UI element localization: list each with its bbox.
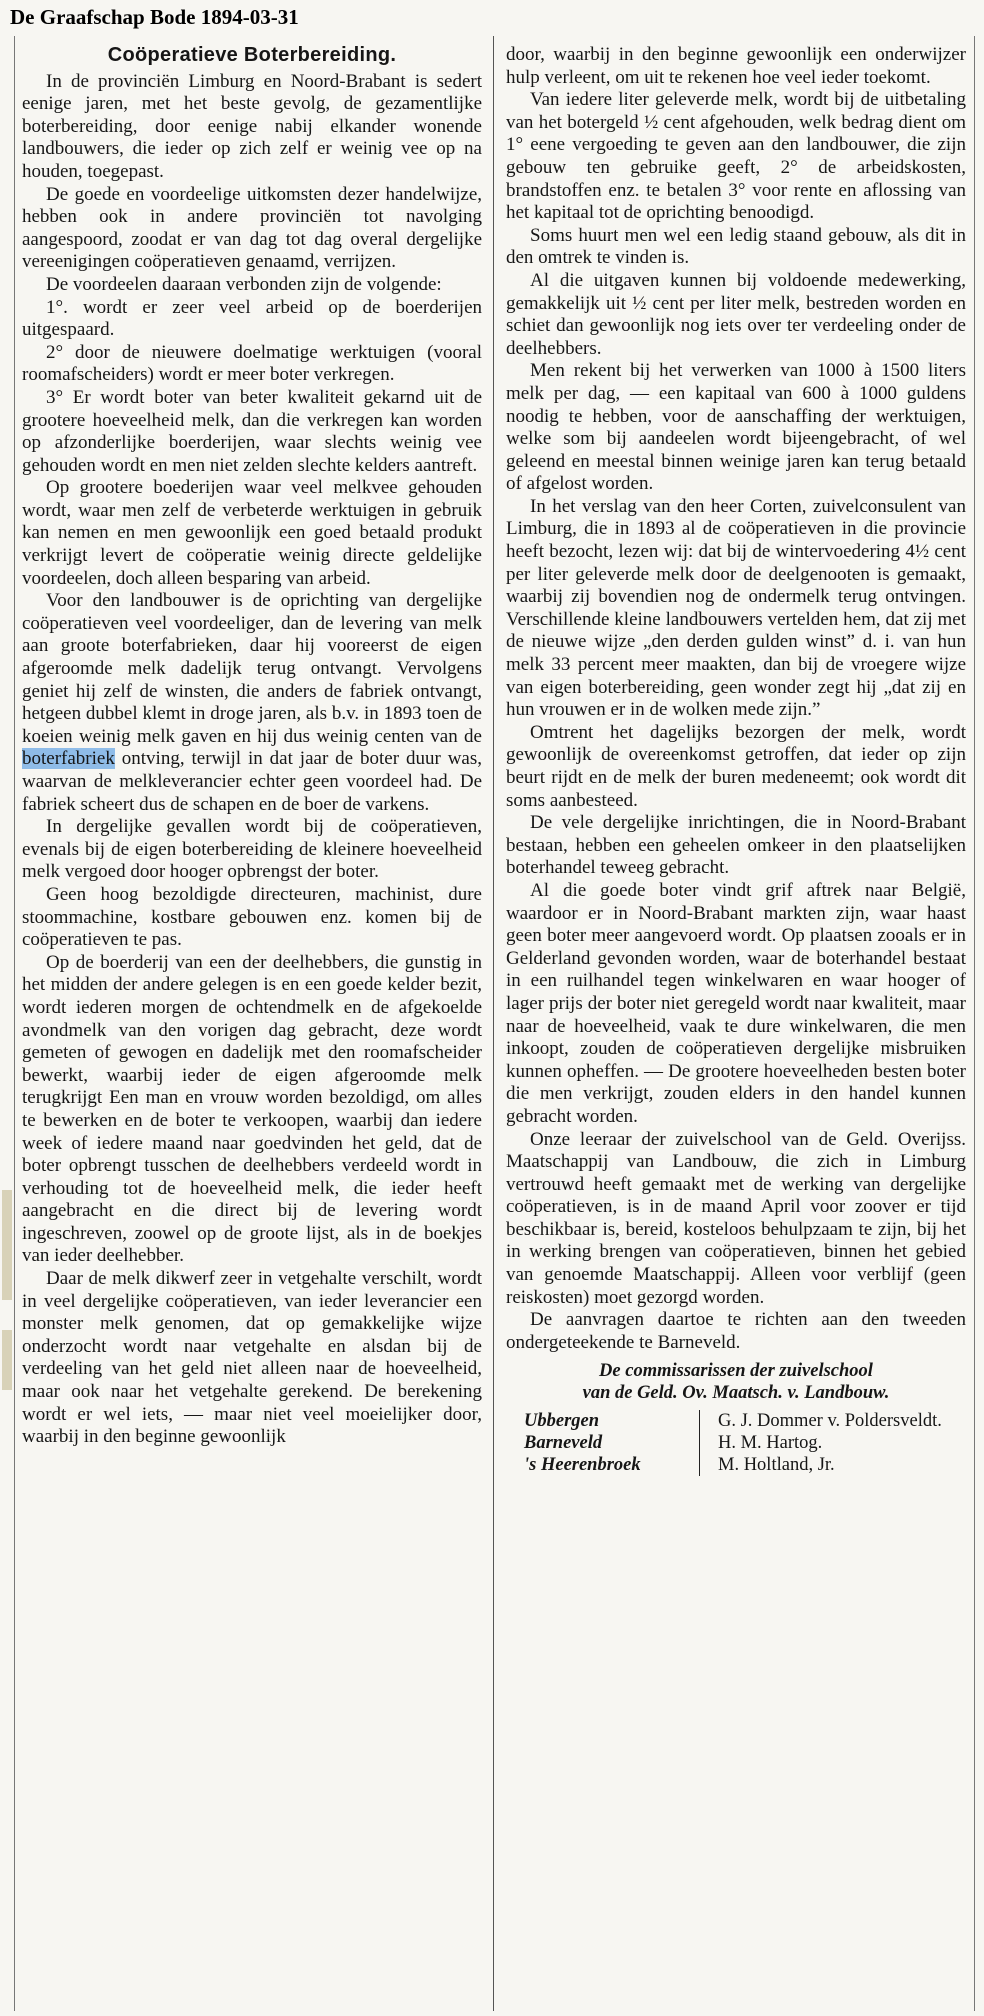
- brace-rule: [700, 1410, 715, 1476]
- left-border-rule: [14, 36, 15, 2011]
- paragraph: door, waarbij in den beginne gewoonlijk een onderwijzer hulp verleent, om uit te rekenen hoe veel ieder toekomt.: [506, 44, 966, 88]
- right-border-rule: [974, 36, 975, 2011]
- signer-place: Barneveld: [524, 1433, 603, 1454]
- article-column-left: [22, 44, 482, 1449]
- article-column-right: [506, 44, 966, 1476]
- signers-table: [506, 1410, 966, 1476]
- paragraph: Daar de melk dikwerf zeer in vetgehalte verschilt, wordt in veel dergelijke coöperatieven, van ieder leverancier een monster melk genomen, dat op gemakkelijke wijze onderzocht wordt naar vetgehalte en alsdan bij de verdeeling van het geld niet alleen naar de hoeveelheid, maar ook naar het vetgehalte gerekend. De berekening wordt er wel iets, — maar niet veel moeielijker door, waarbij in den beginne gewoonlijk: [22, 1268, 482, 1448]
- signer-row: [506, 1432, 966, 1454]
- scan-edge-mark: [2, 1190, 12, 1300]
- paragraph: Geen hoog bezoldigde directeuren, machinist, dure stoommachine, kostbare gebouwen enz. komen bij de coöperatieven te pas.: [22, 883, 482, 951]
- paragraph: De vele dergelijke inrichtingen, die in Noord-Brabant bestaan, hebben een geheelen omkeer in den plaatselijken boterhandel teweeg gebracht.: [506, 812, 966, 879]
- paragraph: In de provinciën Limburg en Noord-Brabant is sedert eenige jaren, met het beste gevolg, de gezamentlijke boterbereiding, door eenige nabij elkander wonende landbouwers, die ieder op zich zelf er weinig vee op na houden, toegepast.: [22, 70, 482, 182]
- paragraph: Van iedere liter geleverde melk, wordt bij de uitbetaling van het botergeld ½ cent afgehouden, welk bedrag dient om 1° eene vergoeding te geven aan den landbouwer, die zijn gebouw ten gebruike geeft, 2° de arbeidskosten, brandstoffen enz. te betalen 3° voor rente en aflossing van het kapitaal tot de oprichting benoodigd.: [506, 89, 966, 224]
- signature-block: [506, 1360, 966, 1404]
- signer-name: M. Holtland, Jr.: [718, 1455, 835, 1476]
- article-title: Coöperatieve Boterbereiding.: [107, 44, 397, 66]
- paragraph-text: ontving, terwijl in dat jaar de boter duur was, waarvan de melkleverancier echter geen voordeel had. De fabriek scheert dus de schapen en de boer de varkens.: [22, 748, 483, 815]
- paragraph: 1°. wordt er zeer veel arbeid op de boerderijen uitgespaard.: [22, 296, 482, 341]
- signer-row: [506, 1454, 966, 1476]
- paragraph: In het verslag van den heer Corten, zuivelconsulent van Limburg, die in 1893 al de coöperatieven in die provincie heeft bezocht, lezen wij: dat bij de wintervoedering 4½ cent per liter geleverde melk door de deelgenooten is gemaakt, waarbij zij bovendien nog de ondermelk terug ontvingen. Verschillende kleine landbouwers vertelden hem, dat zij met de nieuwe wijze „den derden gulden winst” d. i. van hun melk 33 percent meer maakten, dan bij de vroegere wijze van eigen boterbereiding, geen wonder zegt hij „dat zij en hun vrouwen er in de wolken mede zijn.”: [506, 495, 966, 721]
- scan-edge-mark: [2, 1330, 12, 1390]
- paragraph: De goede en voordeelige uitkomsten dezer handelwijze, hebben ook in andere provinciën tot navolging aangespoord, zoodat er van dag tot dag overal dergelijke vereenigingen coöperatieven genaamd, verrijzen.: [22, 183, 482, 273]
- signature-line: van de Geld. Ov. Maatsch. v. Landbouw.: [582, 1383, 890, 1404]
- paragraph: De voordeelen daaraan verbonden zijn de volgende:: [46, 273, 442, 295]
- paragraph: De aanvragen daartoe te richten aan den tweeden ondergeteekende te Barneveld.: [506, 1309, 966, 1353]
- signer-place: 's Heerenbroek: [524, 1455, 641, 1476]
- signer-place: Ubbergen: [524, 1411, 600, 1432]
- paragraph-text: Voor den landbouwer is de oprichting van dergelijke coöperatieven veel voordeeliger, dan de levering van melk aan groote boterfabrieken, daar hij vooreerst de eigen afgeroomde melk dadelijk terug ontvangt. Vervolgens geniet hij zelf de winsten, die anders de fabriek ontvangt, hetgeen dubbel klemt in droge jaren, als b.v. in 1893 toen de koeien weinig melk gaven en hij dus weinig centen van de: [22, 590, 482, 747]
- paragraph: Op grootere boederijen waar veel melkvee gehouden wordt, waar men zelf de verbeterde werktuigen in gebruik kan nemen en men gewoonlijk een goed betaald produkt verkrijgt levert de coöperatie weinig directe geldelijke voordeelen, doch alleen besparing van arbeid.: [22, 477, 482, 589]
- paragraph: Soms huurt men wel een ledig staand gebouw, als dit in den omtrek te vinden is.: [506, 224, 966, 269]
- signer-name: H. M. Hartog.: [718, 1433, 823, 1454]
- newspaper-masthead: De Graafschap Bode 1894-03-31: [10, 5, 299, 29]
- signer-row: [506, 1410, 966, 1432]
- paragraph: Omtrent het dagelijks bezorgen der melk, wordt gewoonlijk de overeenkomst getroffen, dat ieder op zijn beurt rijdt en de melk der buren medeneemt; ook wordt dit soms aanbesteed.: [506, 721, 966, 811]
- paragraph: Men rekent bij het verwerken van 1000 à 1500 liters melk per dag, — een kapitaal van 600 à 1000 guldens noodig te hebben, voor de aanschaffing der werktuigen, welke som bij aandeelen wordt bijeengebracht, of wel geleend en meestal binnen weinige jaren kan terug betaald of afgelost worden.: [506, 360, 966, 495]
- paragraph: Al die uitgaven kunnen bij voldoende medewerking, gemakkelijk uit ½ cent per liter melk, bestreden worden en schiet dan gewoonlijk nog iets over ter verdeeling onder de deelhebbers.: [506, 269, 966, 359]
- highlighted-search-term: boterfabriek: [22, 748, 115, 770]
- signature-line: De commissarissen der zuivelschool: [599, 1361, 873, 1382]
- paragraph: Op de boerderij van een der deelhebbers, die gunstig in het midden der andere gelegen is en een goede kelder bezit, wordt iederen morgen de ochtendmelk en de afgekoelde avondmelk van den vorigen dag gebracht, deze wordt gemeten of gewogen en dadelijk met den roomafscheider bewerkt, waarbij ieder de eigen afgeroomde melk terugkrijgt Een man en vrouw worden bezoldigd, om alles te bewerken en de boter te verkoopen, waarbij dan iedere week of iedere maand naar goedvinden het geld, dat de boter opbrengt tusschen de deelhebbers verdeeld wordt in verhouding tot de hoeveelheid melk, die ieder heeft aangebracht en die direct bij de levering wordt ingeschreven, zoowel op de groote lijst, als in de boekjes van ieder deelhebber.: [22, 951, 482, 1267]
- signer-name: G. J. Dommer v. Poldersveldt.: [718, 1411, 942, 1432]
- paragraph: In dergelijke gevallen wordt bij de coöperatieven, evenals bij de eigen boterbereiding de kleinere hoeveelheid melk vergoed door hooger opbrengst der boter.: [22, 816, 482, 883]
- paragraph-with-highlight: [22, 590, 482, 816]
- paragraph: Al die goede boter vindt grif aftrek naar België, waardoor er in Noord-Brabant markten zijn, waar haast geen boter meer aangevoerd wordt. Op plaatsen zooals er in Gelderland gevonden worden, waar de boterhandel bestaat in een ruilhandel tegen winkelwaren en waar hooger of lager prijs der boter niet geregeld wordt naar kwaliteit, maar naar de hoeveelheid, vaak te dure winkelwaren, die men inkoopt, zouden de coöperatieven dergelijke misbruiken kunnen opheffen. — De grootere hoeveelheden besten boter die men verkrijgt, zouden elders in den handel kunnen gebracht worden.: [506, 879, 966, 1127]
- paragraph: Onze leeraar der zuivelschool van de Geld. Overijss. Maatschappij van Landbouw, die zich in Limburg vertrouwd heeft gemaakt met de werking van dergelijke coöperatieven, is in de maand April voor zoover er tijd beschikbaar is, bereid, kosteloos behulpzaam te zijn, bij het in werking brengen van coöperatieven, binnen het gebied van genoemde Maatschappij. Alleen voor verblijf (geen reiskosten) moet gezorgd worden.: [506, 1128, 966, 1308]
- paragraph: 2° door de nieuwere doelmatige werktuigen (vooral roomafscheiders) wordt er meer boter verkregen.: [22, 341, 482, 386]
- column-divider: [493, 36, 494, 2011]
- paragraph: 3° Er wordt boter van beter kwaliteit gekarnd uit de grootere hoeveelheid melk, dan die verkregen kan worden op afzonderlijke boerderijen, waar slechts weinig vee gehouden wordt en men niet zelden slechte kelders aantreft.: [22, 386, 482, 476]
